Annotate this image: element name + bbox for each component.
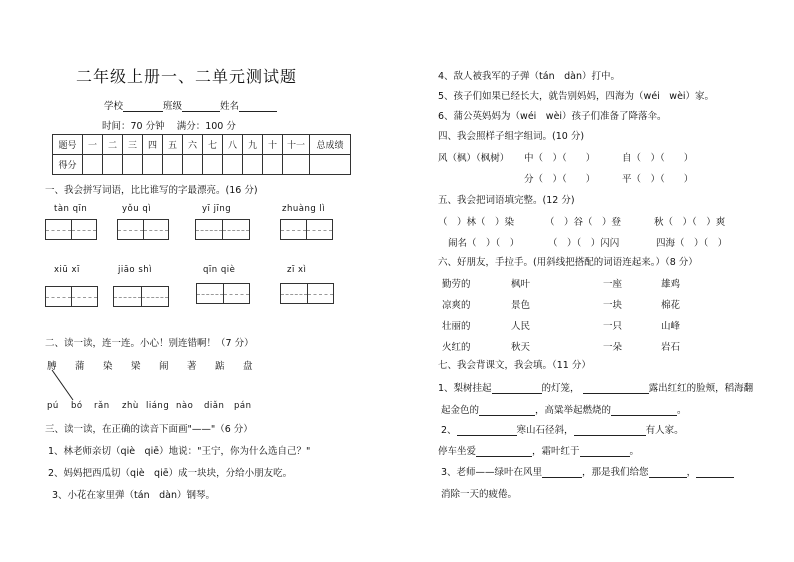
tian-grid[interactable] (45, 286, 98, 307)
q7-text: ，霜叶红于 (532, 446, 580, 457)
q1-pinyin: tàn qīn (54, 204, 88, 214)
q7-blank[interactable] (580, 447, 630, 457)
score-cell[interactable] (163, 155, 183, 175)
q7-blank[interactable] (611, 406, 677, 416)
q6-word[interactable]: 一块 (603, 300, 623, 311)
q6-word[interactable]: 山峰 (661, 321, 681, 332)
q1-pinyin: zī xì (287, 265, 307, 275)
q6-word[interactable]: 一朵 (603, 342, 623, 353)
score-cell[interactable] (103, 155, 123, 175)
tian-grid[interactable] (195, 219, 250, 240)
q3-item[interactable]: 3、小花在家里弹（tán dàn）钢琴。 (52, 490, 215, 501)
score-header-cell: 二 (103, 135, 123, 155)
q6-word[interactable]: 景色 (511, 300, 531, 311)
q2-pinyin[interactable]: pán (234, 401, 252, 411)
q6-heading: 六、好朋友，手拉手。(用斜线把搭配的词语连起来。）（8 分） (438, 257, 698, 268)
school-blank[interactable] (123, 102, 163, 112)
score-header-cell: 一 (83, 135, 103, 155)
q5-item[interactable]: 四海（ ）（ ） (656, 238, 728, 249)
q2-pinyin[interactable]: nào (176, 401, 194, 411)
score-cell[interactable] (243, 155, 263, 175)
q2-char[interactable]: 盘 (243, 361, 253, 372)
q6-word[interactable]: 岩石 (661, 342, 681, 353)
q6-word[interactable]: 壮丽的 (442, 321, 471, 332)
score-cell[interactable] (223, 155, 243, 175)
q2-pinyin[interactable]: bó (71, 401, 83, 411)
score-header-cell: 四 (143, 135, 163, 155)
tian-grid[interactable] (117, 219, 169, 240)
q3-item[interactable]: 4、敌人被我军的子弹（tán dàn）打中。 (438, 71, 620, 82)
q7-text: 1、梨树挂起 (438, 383, 492, 394)
q7-line (441, 402, 687, 416)
score-header-cell: 十一 (283, 135, 310, 155)
q4-heading: 四、我会照样子组字组词。(10 分) (438, 131, 585, 142)
q2-char[interactable]: 梁 (131, 361, 141, 372)
score-header-cell: 六 (183, 135, 203, 155)
name-label: 姓名 (220, 101, 240, 112)
q6-word[interactable]: 人民 (511, 321, 531, 332)
q7-blank[interactable] (649, 468, 687, 478)
class-blank[interactable] (182, 102, 220, 112)
q2-pinyin[interactable]: rǎn (94, 401, 110, 411)
q5-item[interactable]: （ ）林（ ）染 (438, 217, 515, 228)
q7-text: 停车坐爱 (438, 446, 477, 457)
tian-grid[interactable] (45, 219, 97, 240)
score-row-label: 得分 (53, 155, 83, 175)
score-cell[interactable] (310, 155, 351, 175)
tian-grid[interactable] (280, 283, 334, 304)
q7-blank[interactable] (457, 426, 517, 436)
q2-pinyin[interactable]: zhù (122, 401, 139, 411)
score-header-cell: 五 (163, 135, 183, 155)
score-cell[interactable] (143, 155, 163, 175)
q6-word[interactable]: 火红的 (442, 342, 471, 353)
q1-pinyin: jiāo shì (118, 265, 153, 275)
score-cell[interactable] (263, 155, 283, 175)
q2-pinyin[interactable]: diǎn (204, 401, 225, 411)
q7-text: 的灯笼， (541, 383, 580, 394)
time-line (102, 118, 236, 132)
q6-word[interactable]: 棉花 (661, 300, 681, 311)
q7-text: ， (686, 467, 697, 478)
match-line (48, 368, 78, 402)
q7-text: 3、老师——绿叶在风里 (441, 467, 543, 478)
q7-heading: 七、我会背课文，我会填。（11 分） (438, 360, 591, 371)
score-cell[interactable] (83, 155, 103, 175)
full-score-label: 满分：100 分 (176, 121, 236, 132)
q7-text: 2、 (441, 425, 457, 436)
q1-pinyin: qīn qiè (203, 265, 236, 275)
q7-text: ，高粱举起燃烧的 (535, 405, 612, 416)
q4-item[interactable]: 自（ ）（ ） (622, 153, 694, 164)
score-cell[interactable] (123, 155, 143, 175)
q7-line (438, 380, 753, 394)
q5-item[interactable]: （ ）（ ）闪闪 (548, 238, 620, 249)
q2-char[interactable]: 闹 (159, 361, 169, 372)
q7-line (441, 464, 734, 478)
q7-blank[interactable] (542, 468, 582, 478)
score-header-cell: 八 (223, 135, 243, 155)
q6-word[interactable]: 秋天 (511, 342, 531, 353)
q6-word[interactable]: 雄鸡 (661, 279, 681, 290)
q2-char[interactable]: 染 (103, 361, 113, 372)
q1-pinyin: xiū xī (54, 265, 80, 275)
score-header-cell: 九 (243, 135, 263, 155)
q7-line (438, 443, 639, 457)
q7-blank[interactable] (574, 426, 646, 436)
school-label: 学校 (104, 101, 124, 112)
tian-grid[interactable] (196, 283, 250, 304)
score-table-header-row (53, 135, 351, 155)
score-cell[interactable] (283, 155, 310, 175)
q4-item[interactable]: 风（枫）（枫树） (438, 153, 510, 164)
q3-item[interactable]: 2、妈妈把西瓜切（qiè qiē）成一块块，分给小朋友吃。 (48, 468, 293, 479)
q6-word[interactable]: 一只 (603, 321, 623, 332)
score-table (52, 134, 351, 175)
q7-blank[interactable] (583, 384, 649, 394)
q1-pinyin: zhuàng lì (282, 204, 326, 214)
q7-text: 有人家。 (645, 425, 684, 436)
student-info-line (104, 98, 277, 112)
q1-pinyin: yǒu qì (122, 204, 152, 214)
q5-item[interactable]: 闹名（ ）（ ） (448, 238, 520, 249)
q1-heading: 一、我会拼写词语，比比谁写的字最漂亮。(16 分) (45, 185, 258, 196)
q7-line (441, 422, 684, 436)
q2-char[interactable]: 踮 (215, 361, 225, 372)
q4-item[interactable]: 分（ ）（ ） (524, 174, 596, 185)
q2-char[interactable]: 著 (187, 361, 197, 372)
q2-char-row (47, 358, 271, 372)
q3-item[interactable]: 1、林老师亲切（qiè qiē）地说："王宁，你为什么选自己？" (48, 446, 311, 457)
q3-item[interactable]: 5、孩子们如果已经长大，就告别妈妈，四海为（wéi wèi）家。 (438, 91, 715, 102)
score-header-cell: 十 (263, 135, 283, 155)
q7-text: 。 (677, 405, 687, 416)
q6-word[interactable]: 勤劳的 (442, 279, 471, 290)
q2-char[interactable]: 膊 (47, 361, 57, 372)
tian-grid[interactable] (113, 286, 169, 307)
q7-blank[interactable] (696, 468, 734, 478)
q3-heading: 三、读一读，在正确的读音下面画"——"（6 分） (45, 424, 253, 435)
class-label: 班级 (163, 101, 183, 112)
q7-text: 。 (629, 446, 640, 457)
q7-blank[interactable] (492, 384, 542, 394)
q2-pinyin[interactable]: pú (47, 401, 59, 411)
q4-item[interactable]: 平（ ）（ ） (622, 174, 694, 185)
q2-heading: 二、读一读，连一连。小心！别连错啊！（7 分） (45, 338, 254, 349)
q7-text: 起金色的 (441, 405, 480, 416)
q7-blank[interactable] (476, 447, 532, 457)
q7-blank[interactable] (479, 406, 535, 416)
score-table-row (53, 155, 351, 175)
score-header-cell: 七 (203, 135, 223, 155)
q4-item[interactable]: 中（ ）（ ） (524, 153, 596, 164)
q2-pinyin-row (47, 401, 262, 411)
q7-text: 露出红红的脸颊，稻海翻 (648, 383, 754, 394)
score-header-cell: 三 (123, 135, 143, 155)
page-title: 二年级上册一、二单元测试题 (76, 67, 298, 86)
score-cell[interactable] (203, 155, 223, 175)
name-blank[interactable] (239, 102, 277, 112)
q5-heading: 五、我会把词语填完整。(12 分) (438, 195, 575, 206)
q2-char[interactable]: 蒲 (75, 361, 85, 372)
q6-word[interactable]: 一座 (603, 279, 623, 290)
q7-text: 寒山石径斜， (516, 425, 574, 436)
q2-pinyin[interactable]: liáng (146, 401, 170, 411)
score-header-cell: 总成绩 (310, 135, 351, 155)
q7-text: ，那是我们给您 (582, 467, 649, 478)
q3-item[interactable]: 6、蒲公英妈妈为（wéi wèi）孩子们准备了降落伞。 (438, 111, 667, 122)
tian-grid[interactable] (280, 219, 333, 240)
q5-item[interactable]: 秋（ ）（ ）爽 (654, 217, 726, 228)
q6-word[interactable]: 枫叶 (511, 279, 531, 290)
q7-line: 消除一天的疲倦。 (441, 489, 518, 500)
q5-item[interactable]: （ ）谷（ ）登 (545, 217, 622, 228)
q1-pinyin: yī jīng (202, 204, 232, 214)
score-cell[interactable] (183, 155, 203, 175)
q6-word[interactable]: 凉爽的 (442, 300, 471, 311)
score-header-cell: 题号 (53, 135, 83, 155)
time-label: 时间：70 分钟 (102, 121, 165, 132)
